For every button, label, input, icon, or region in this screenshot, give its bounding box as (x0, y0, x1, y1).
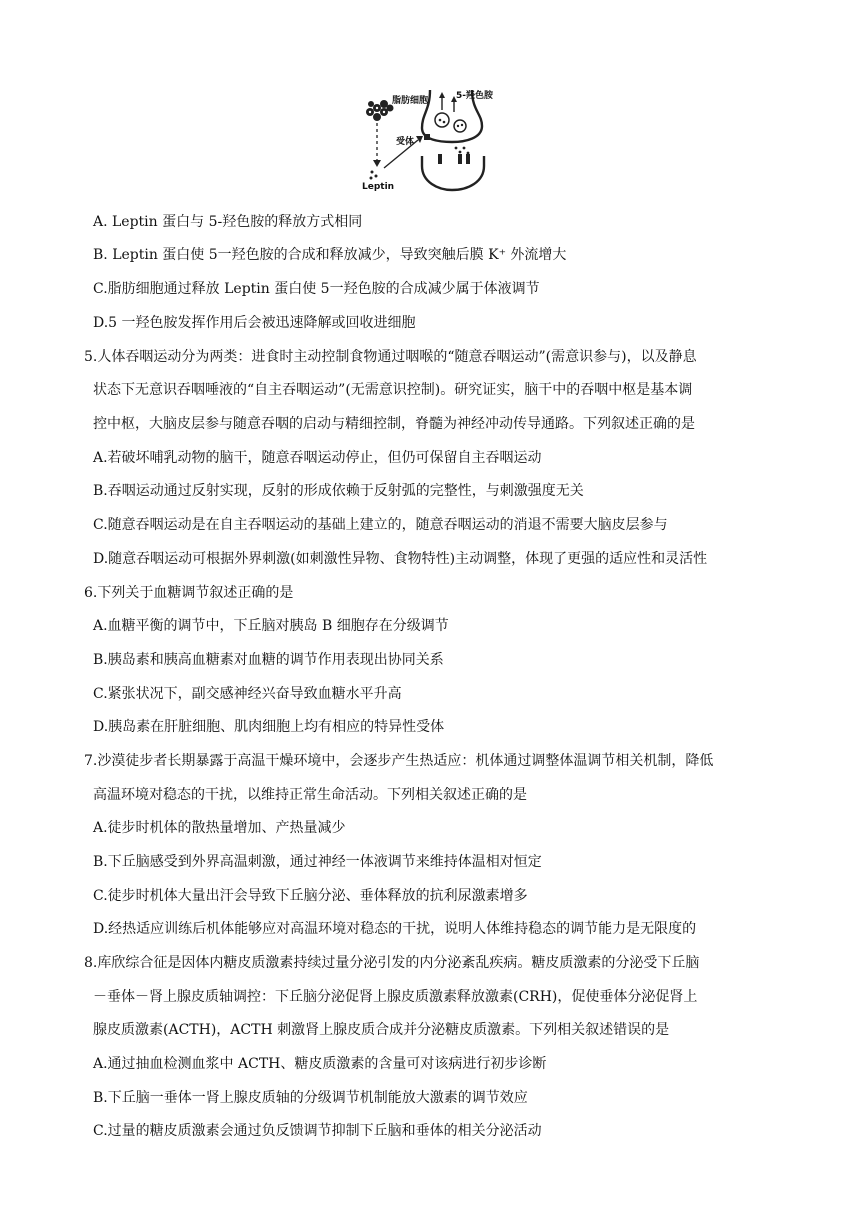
q7-option-d: D.经热适应训练后机体能够应对高温环境对稳态的干扰，说明人体维持稳态的调节能力是无限度的 (93, 921, 697, 937)
q6-option-b: B.胰岛素和胰高血糖素对血糖的调节作用表现出协同关系 (93, 652, 444, 668)
q6-option-d: D.胰岛素在肝脏细胞、肌肉细胞上均有相应的特异性受体 (93, 719, 445, 735)
fat-cell-label: 脂肪细胞 (392, 96, 429, 106)
q5-stem-line-2: 状态下无意识吞咽唾液的“自主吞咽运动”(无需意识控制)。研究证实，脑干中的吞咽中枢是基本调 (93, 382, 693, 398)
q4-option-b: B. Leptin 蛋白使 5一羟色胺的合成和释放减少，导致突触后膜 K⁺ 外流增大 (93, 247, 567, 263)
q5-option-a: A.若破坏哺乳动物的脑干，随意吞咽运动停止，但仍可保留自主吞咽运动 (93, 450, 542, 466)
q7-option-b: B.下丘脑感受到外界高温刺激，通过神经一体液调节来维持体温相对恒定 (93, 854, 542, 870)
q4-option-d: D.5 一羟色胺发挥作用后会被迅速降解或回收进细胞 (93, 315, 416, 331)
q8-option-a: A.通过抽血检测血浆中 ACTH、糖皮质激素的含量可对该病进行初步诊断 (93, 1056, 547, 1072)
q8-stem-line-1: 8.库欣综合征是因体内糖皮质激素持续过量分泌引发的内分泌紊乱疾病。糖皮质激素的分泌受下丘脑 (84, 955, 700, 971)
q5-option-b: B.吞咽运动通过反射实现，反射的形成依赖于反射弧的完整性，与刺激强度无关 (93, 483, 584, 499)
q8-option-b: B.下丘脑一垂体一肾上腺皮质轴的分级调节机制能放大激素的调节效应 (93, 1090, 528, 1106)
q4-option-c: C.脂肪细胞通过释放 Leptin 蛋白使 5一羟色胺的合成减少属于体液调节 (93, 281, 540, 297)
q5-stem-line-1: 5.人体吞咽运动分为两类：进食时主动控制食物通过咽喉的“随意吞咽运动”(需意识参与)，以及静息 (84, 349, 697, 365)
q7-stem-line-1: 7.沙漠徒步者长期暴露于高温干燥环境中，会逐步产生热适应：机体通过调整体温调节相关机制，降低 (84, 753, 714, 769)
q6-option-a: A.血糖平衡的调节中，下丘脑对胰岛 B 细胞存在分级调节 (93, 618, 449, 634)
q8-stem-line-3: 腺皮质激素(ACTH)，ACTH 刺激肾上腺皮质合成并分泌糖皮质激素。下列相关叙述错误的是 (93, 1022, 670, 1038)
q5-stem-line-3: 控中枢，大脑皮层参与随意吞咽的启动与精细控制，脊髓为神经冲动传导通路。下列叙述正确的是 (93, 416, 695, 432)
serotonin-label: 5-羟色胺 (456, 91, 493, 101)
q6-stem: 6.下列关于血糖调节叙述正确的是 (84, 585, 294, 601)
q8-stem-line-2: －垂体－肾上腺皮质轴调控：下丘脑分泌促肾上腺皮质激素释放激素(CRH)，促使垂体分泌促肾上 (93, 989, 698, 1005)
q7-option-a: A.徒步时机体的散热量增加、产热量减少 (93, 820, 346, 836)
receptor-label: 受体 (396, 137, 415, 147)
q6-option-c: C.紧张状况下，副交感神经兴奋导致血糖水平升高 (93, 686, 402, 702)
q7-stem-line-2: 高温环境对稳态的干扰，以维持正常生命活动。下列相关叙述正确的是 (93, 787, 527, 803)
q5-option-c: C.随意吞咽运动是在自主吞咽运动的基础上建立的，随意吞咽运动的消退不需要大脑皮层参与 (93, 517, 668, 533)
leptin-label: Leptin (362, 182, 395, 192)
synapse-diagram-drawing (360, 90, 510, 195)
q5-option-d: D.随意吞咽运动可根据外界刺激(如刺激性异物、食物特性)主动调整，体现了更强的适应性和灵活性 (93, 551, 708, 567)
synapse-diagram (360, 90, 510, 195)
q8-option-c: C.过量的糖皮质激素会通过负反馈调节抑制下丘脑和垂体的相关分泌活动 (93, 1123, 542, 1139)
q4-option-a: A. Leptin 蛋白与 5-羟色胺的释放方式相同 (93, 214, 363, 230)
q7-option-c: C.徒步时机体大量出汗会导致下丘脑分泌、垂体释放的抗利尿激素增多 (93, 888, 528, 904)
